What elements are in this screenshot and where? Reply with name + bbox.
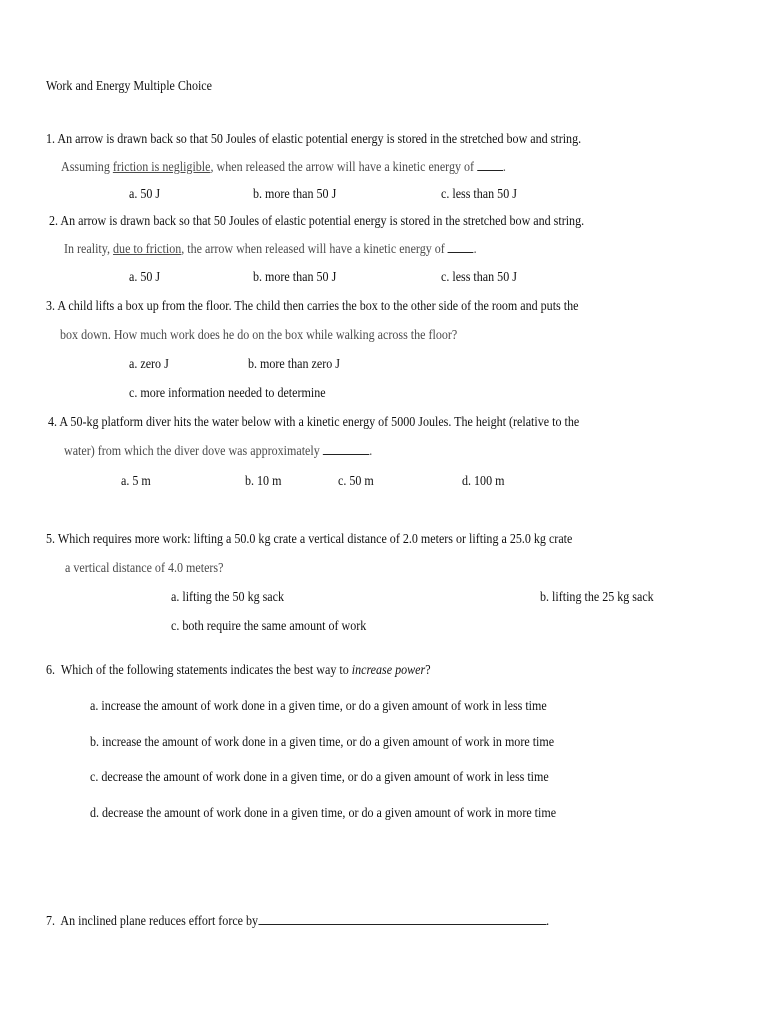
question-5-choice-a: a. lifting the 50 kg sack <box>171 590 285 605</box>
question-2-text-post: , the arrow when released will have a kinetic energy of <box>181 242 448 257</box>
question-5-choice-b: b. lifting the 25 kg sack <box>540 590 654 605</box>
question-6-choice-a: a. increase the amount of work done in a given time, or do a given amount of work in less time <box>90 699 547 714</box>
question-4-text: A 50-kg platform diver hits the water below with a kinetic energy of 5000 Joules. The height (relative to the <box>59 415 580 430</box>
answer-blank <box>477 158 503 171</box>
period: . <box>546 914 550 929</box>
question-2-choice-a: a. 50 J <box>129 270 161 285</box>
question-5-line-2: a vertical distance of 4.0 meters? <box>65 561 224 576</box>
question-4-choice-b: b. 10 m <box>245 474 282 489</box>
worksheet-title: Work and Energy Multiple Choice <box>46 79 213 94</box>
period: . <box>502 160 506 175</box>
question-1-choice-b: b. more than 50 J <box>253 187 337 202</box>
question-5-text: Which requires more work: lifting a 50.0 kg crate a vertical distance of 2.0 meters or lifting a 25.0 kg crate <box>57 532 573 547</box>
period: . <box>369 444 373 459</box>
question-7-text: An inclined plane reduces effort force by <box>60 914 259 929</box>
question-4-number: 4. <box>48 415 58 430</box>
question-2-line-2 <box>64 240 477 259</box>
question-4-line-1 <box>48 414 579 432</box>
question-1-number: 1. <box>46 132 56 147</box>
question-2-text: An arrow is drawn back so that 50 Joules of elastic potential energy is stored in the stretched bow and string. <box>60 214 585 229</box>
question-6-text-pre: Which of the following statements indicates the best way to <box>60 663 352 678</box>
answer-blank <box>323 442 369 455</box>
question-7-line-1 <box>46 912 549 931</box>
question-1-line-2 <box>61 158 506 177</box>
question-1-choice-a: a. 50 J <box>129 187 161 202</box>
question-6-choice-b: b. increase the amount of work done in a given time, or do a given amount of work in more time <box>90 735 555 750</box>
question-2-underlined-phrase: due to friction <box>113 242 182 257</box>
question-3-choice-b: b. more than zero J <box>248 357 340 372</box>
question-6-number: 6. <box>46 663 56 678</box>
question-6-text-post: ? <box>425 663 431 678</box>
question-5-number: 5. <box>46 532 56 547</box>
question-4-text-2: water) from which the diver dove was approximately <box>64 444 323 459</box>
question-6-choice-d: d. decrease the amount of work done in a given time, or do a given amount of work in more time <box>90 806 557 821</box>
question-1-text-post: , when released the arrow will have a kinetic energy of <box>210 160 478 175</box>
question-1-choice-c: c. less than 50 J <box>441 187 517 202</box>
question-5-choice-c: c. both require the same amount of work <box>171 619 367 634</box>
question-4-choice-a: a. 5 m <box>121 474 151 489</box>
question-2-line-1 <box>49 213 584 231</box>
question-3-number: 3. <box>46 299 56 314</box>
question-3-choice-a: a. zero J <box>129 357 169 372</box>
question-1-line-1 <box>46 131 581 149</box>
question-7-number: 7. <box>46 914 56 929</box>
answer-blank <box>258 912 546 925</box>
question-1-underlined-phrase: friction is negligible <box>112 160 211 175</box>
question-2-text-pre: In reality, <box>64 242 114 257</box>
question-6-italic-phrase: increase power <box>351 663 426 678</box>
question-6-line-1 <box>46 662 431 680</box>
question-4-choice-d: d. 100 m <box>462 474 505 489</box>
period: . <box>473 242 477 257</box>
question-3-choice-c: c. more information needed to determine <box>129 386 326 401</box>
question-6-choice-c: c. decrease the amount of work done in a given time, or do a given amount of work in less time <box>90 770 549 785</box>
question-3-text: A child lifts a box up from the floor. The child then carries the box to the other side of the room and puts the <box>57 299 579 314</box>
question-4-line-2 <box>64 442 372 461</box>
question-5-line-1 <box>46 531 572 549</box>
question-2-choice-b: b. more than 50 J <box>253 270 337 285</box>
question-2-choice-c: c. less than 50 J <box>441 270 517 285</box>
question-3-line-1 <box>46 298 578 316</box>
answer-blank <box>448 240 474 253</box>
question-2-number: 2. <box>49 214 59 229</box>
question-3-line-2: box down. How much work does he do on the box while walking across the floor? <box>60 328 458 343</box>
question-1-text-pre: Assuming <box>61 160 113 175</box>
question-4-choice-c: c. 50 m <box>338 474 374 489</box>
question-1-text: An arrow is drawn back so that 50 Joules of elastic potential energy is stored in the stretched bow and string. <box>57 132 582 147</box>
